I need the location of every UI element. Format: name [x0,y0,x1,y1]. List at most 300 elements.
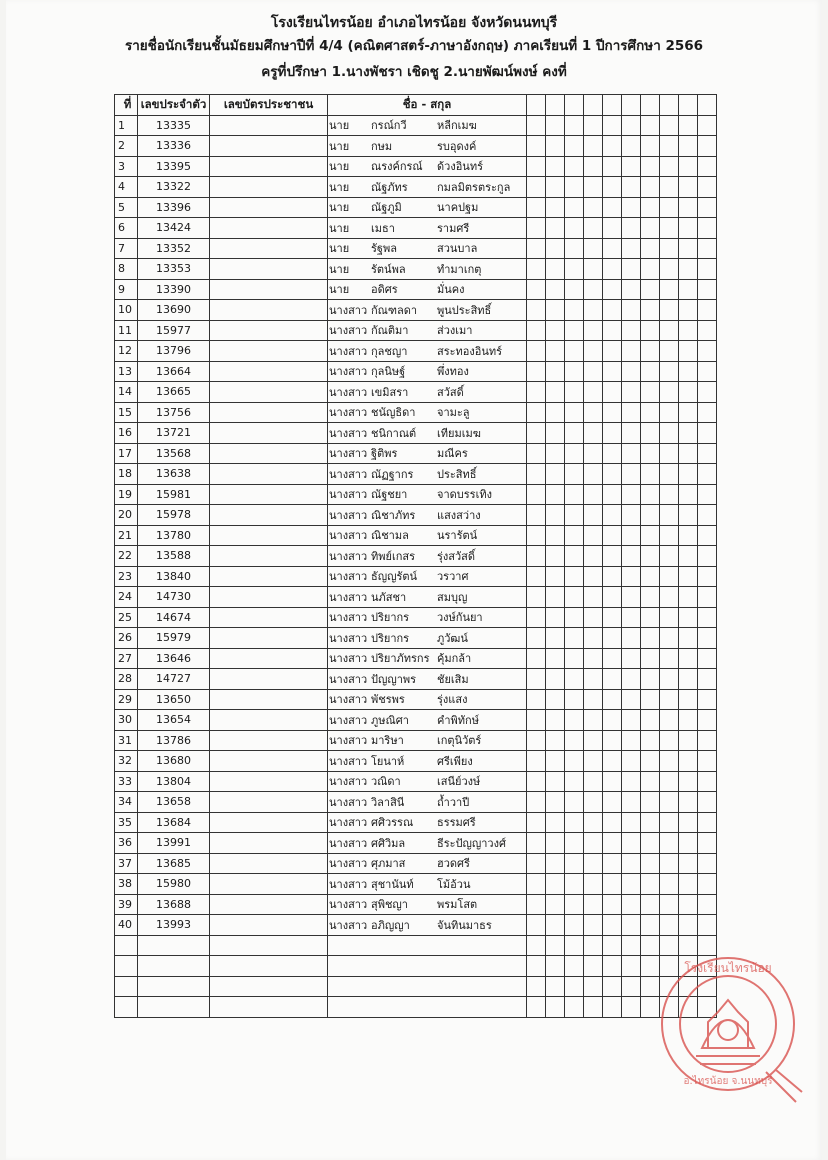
blank-cell [660,833,679,854]
cell-id-card [210,587,328,608]
blank-cell [679,423,698,444]
cell-name [328,177,527,198]
cell-student-id: 15981 [138,484,210,505]
blank-cell [679,771,698,792]
cell-id-card [210,628,328,649]
blank-cell [527,607,546,628]
blank-cell [603,915,622,936]
blank-cell [527,853,546,874]
table-row [115,382,717,403]
blank-cell [698,279,717,300]
blank-cell [565,607,584,628]
blank-cell [603,197,622,218]
blank-cell [546,361,565,382]
blank-cell [603,402,622,423]
cell-id-card [210,710,328,731]
last-name: ด้วงอินทร์ [437,160,483,174]
blank-cell [660,566,679,587]
blank-cell [584,710,603,731]
last-name: ชัยเสิม [437,672,469,686]
blank-cell [660,443,679,464]
blank-cell [603,382,622,403]
blank-cell [641,607,660,628]
blank-cell [565,218,584,239]
name-prefix: นางสาว [329,672,368,686]
table-row [115,177,717,198]
cell-student-id: 13756 [138,402,210,423]
name-group [328,239,526,259]
blank-cell [641,402,660,423]
table-row [115,259,717,280]
blank-cell [527,812,546,833]
blank-cell [546,751,565,772]
blank-row [115,956,717,977]
blank-cell [115,956,138,977]
blank-cell [603,669,622,690]
last-name: คำพิทักษ์ [437,713,479,727]
table-row [115,566,717,587]
blank-cell [546,689,565,710]
blank-cell [603,115,622,136]
blank-cell [565,566,584,587]
cell-student-id: 15980 [138,874,210,895]
blank-cell [210,997,328,1018]
blank-cell [603,751,622,772]
blank-cell [584,300,603,321]
name-group [328,669,526,689]
cell-name [328,259,527,280]
blank-cell [660,238,679,259]
cell-no: 40 [115,915,138,936]
table-row [115,771,717,792]
blank-cell [622,361,641,382]
blank-cell [546,259,565,280]
table-row [115,894,717,915]
blank-cell [622,546,641,567]
last-name: วรวาศ [437,570,469,584]
blank-cell [210,956,328,977]
blank-cell [546,320,565,341]
name-prefix: นาย [329,221,350,235]
blank-cell [660,464,679,485]
blank-cell [565,689,584,710]
blank-cell [584,935,603,956]
blank-cell [698,894,717,915]
blank-cell [698,751,717,772]
blank-cell [679,300,698,321]
blank-cell [622,956,641,977]
cell-name [328,587,527,608]
blank-cell [660,300,679,321]
cell-name [328,628,527,649]
cell-no: 22 [115,546,138,567]
blank-cell [527,730,546,751]
cell-name [328,382,527,403]
blank-cell [527,505,546,526]
blank-cell [527,689,546,710]
blank-cell [641,587,660,608]
table-row [115,464,717,485]
blank-cell [584,607,603,628]
name-group [328,813,526,833]
blank-cell [546,648,565,669]
name-prefix: นางสาว [329,734,368,748]
cell-no: 33 [115,771,138,792]
blank-cell [527,218,546,239]
blank-cell [546,341,565,362]
table-row [115,689,717,710]
blank-cell [565,300,584,321]
cell-id-card [210,669,328,690]
col-header-blank [565,95,584,116]
blank-cell [138,976,210,997]
blank-cell [622,115,641,136]
blank-cell [584,156,603,177]
last-name: มั่นคง [437,283,465,297]
cell-id-card [210,915,328,936]
blank-cell [584,218,603,239]
blank-cell [115,997,138,1018]
cell-name [328,833,527,854]
blank-cell [565,279,584,300]
name-group [328,198,526,218]
blank-cell [603,587,622,608]
first-name: วณิดา [371,775,401,789]
blank-cell [679,751,698,772]
cell-student-id: 14730 [138,587,210,608]
blank-cell [622,730,641,751]
blank-cell [660,484,679,505]
table-row [115,320,717,341]
last-name: จามะลู [437,406,470,420]
blank-cell [584,566,603,587]
cell-no: 9 [115,279,138,300]
cell-student-id: 13650 [138,689,210,710]
blank-cell [622,197,641,218]
blank-cell [660,710,679,731]
first-name: ศศิวรรณ [371,816,414,830]
blank-cell [698,853,717,874]
last-name: ส่วงเมา [437,324,473,338]
last-name: ธีระปัญญาวงศ์ [437,836,506,850]
blank-cell [565,443,584,464]
name-prefix: นางสาว [329,795,368,809]
name-prefix: นางสาว [329,426,368,440]
cell-no: 5 [115,197,138,218]
blank-cell [660,689,679,710]
blank-cell [660,669,679,690]
blank-cell [527,751,546,772]
blank-cell [603,156,622,177]
blank-cell [698,771,717,792]
blank-cell [660,587,679,608]
blank-cell [698,833,717,854]
cell-name [328,423,527,444]
cell-student-id: 13336 [138,136,210,157]
blank-cell [603,238,622,259]
blank-cell [679,156,698,177]
blank-cell [565,956,584,977]
last-name: พูนประสิทธิ์ [437,303,492,317]
name-prefix: นางสาว [329,713,368,727]
last-name: นรารัตน์ [437,529,478,543]
cell-student-id: 13646 [138,648,210,669]
blank-cell [565,464,584,485]
cell-no: 39 [115,894,138,915]
cell-id-card [210,341,328,362]
table-row [115,546,717,567]
blank-cell [660,853,679,874]
blank-cell [698,669,717,690]
blank-cell [546,915,565,936]
blank-cell [622,771,641,792]
last-name: จาดบรรเทิง [437,488,492,502]
blank-cell [698,156,717,177]
table-row [115,361,717,382]
blank-cell [565,710,584,731]
name-prefix: นางสาว [329,693,368,707]
blank-cell [660,648,679,669]
table-row [115,669,717,690]
blank-cell [527,382,546,403]
cell-student-id: 13780 [138,525,210,546]
blank-cell [641,771,660,792]
cell-id-card [210,751,328,772]
blank-cell [641,136,660,157]
table-header-row [115,95,717,116]
name-group [328,608,526,628]
blank-row [115,997,717,1018]
blank-cell [603,935,622,956]
name-group [328,403,526,423]
blank-cell [698,874,717,895]
cell-id-card [210,546,328,567]
blank-cell [527,956,546,977]
cell-name [328,751,527,772]
name-group [328,567,526,587]
first-name: ปริยาภัทรกร [371,652,430,666]
blank-cell [603,505,622,526]
col-header-blank [641,95,660,116]
last-name: ฮวดศรี [437,857,470,871]
blank-cell [546,525,565,546]
name-group [328,690,526,710]
blank-row [115,935,717,956]
blank-cell [603,689,622,710]
blank-cell [584,382,603,403]
blank-cell [565,402,584,423]
cell-no: 26 [115,628,138,649]
blank-cell [622,915,641,936]
col-header-blank [698,95,717,116]
cell-id-card [210,115,328,136]
blank-cell [527,402,546,423]
blank-cell [622,976,641,997]
blank-cell [584,320,603,341]
table-row [115,792,717,813]
cell-id-card [210,300,328,321]
cell-student-id: 15979 [138,628,210,649]
name-group [328,341,526,361]
cell-student-id: 13688 [138,894,210,915]
name-group [328,731,526,751]
cell-student-id: 13654 [138,710,210,731]
table-row [115,402,717,423]
cell-student-id: 15977 [138,320,210,341]
cell-student-id: 13993 [138,915,210,936]
cell-name [328,156,527,177]
cell-no: 13 [115,361,138,382]
name-group [328,792,526,812]
cell-name [328,443,527,464]
blank-cell [698,484,717,505]
blank-cell [622,710,641,731]
table-row [115,587,717,608]
blank-cell [565,648,584,669]
blank-cell [565,894,584,915]
blank-cell [546,566,565,587]
table-row [115,423,717,444]
blank-cell [679,136,698,157]
cell-student-id: 13322 [138,177,210,198]
cell-no: 4 [115,177,138,198]
blank-cell [546,587,565,608]
name-group [328,854,526,874]
cell-name [328,730,527,751]
blank-cell [603,279,622,300]
name-prefix: นางสาว [329,570,368,584]
blank-cell [622,238,641,259]
blank-cell [603,423,622,444]
cell-name [328,300,527,321]
blank-cell [584,115,603,136]
blank-cell [622,136,641,157]
blank-cell [584,279,603,300]
cell-student-id: 13721 [138,423,210,444]
table-row [115,751,717,772]
name-prefix: นางสาว [329,611,368,625]
cell-id-card [210,197,328,218]
blank-cell [115,935,138,956]
name-prefix: นางสาว [329,549,368,563]
name-prefix: นางสาว [329,385,368,399]
blank-cell [622,177,641,198]
cell-student-id: 13684 [138,812,210,833]
cell-no: 23 [115,566,138,587]
first-name: ณรงค์กรณ์ [371,160,423,174]
cell-id-card [210,771,328,792]
blank-cell [603,894,622,915]
blank-cell [603,464,622,485]
cell-name [328,874,527,895]
blank-cell [698,218,717,239]
first-name: กัณฑลดา [371,303,418,317]
blank-cell [603,792,622,813]
name-prefix: นางสาว [329,877,368,891]
blank-cell [641,915,660,936]
blank-cell [527,136,546,157]
name-prefix: นาย [329,119,350,133]
blank-cell [584,669,603,690]
blank-cell [546,218,565,239]
name-group [328,157,526,177]
blank-cell [527,279,546,300]
blank-cell [546,382,565,403]
blank-cell [698,423,717,444]
first-name: ชนิกาณต์ [371,426,417,440]
blank-cell [546,115,565,136]
blank-cell [698,238,717,259]
cell-id-card [210,443,328,464]
blank-cell [660,156,679,177]
blank-cell [546,833,565,854]
blank-cell [546,546,565,567]
blank-cell [546,423,565,444]
blank-cell [603,833,622,854]
blank-cell [641,812,660,833]
blank-cell [603,730,622,751]
name-group [328,895,526,915]
blank-cell [660,792,679,813]
first-name: กัณติมา [371,324,409,338]
cell-no: 6 [115,218,138,239]
blank-cell [698,546,717,567]
blank-cell [565,423,584,444]
cell-id-card [210,136,328,157]
first-name: ปริยากร [371,611,410,625]
cell-id-card [210,259,328,280]
blank-cell [679,648,698,669]
name-group [328,116,526,136]
blank-cell [641,238,660,259]
blank-cell [527,156,546,177]
blank-cell [584,915,603,936]
cell-id-card [210,320,328,341]
last-name: หลีกเมฆ [437,119,477,133]
blank-cell [622,812,641,833]
cell-no: 28 [115,669,138,690]
name-prefix: นางสาว [329,631,368,645]
blank-cell [698,689,717,710]
blank-cell [546,607,565,628]
name-group [328,485,526,505]
blank-cell [546,669,565,690]
blank-cell [603,484,622,505]
blank-cell [546,956,565,977]
cell-student-id: 13991 [138,833,210,854]
blank-cell [679,505,698,526]
first-name: ณัฐภูมิ [371,201,402,215]
blank-cell [565,997,584,1018]
blank-cell [679,484,698,505]
col-header-blank [546,95,565,116]
blank-cell [679,853,698,874]
blank-cell [328,935,527,956]
cell-id-card [210,874,328,895]
col-header-student-id: เลขประจำตัว [138,95,210,116]
name-group [328,136,526,156]
blank-cell [641,115,660,136]
blank-cell [641,648,660,669]
first-name: ศุภมาส [371,857,406,871]
table-row [115,136,717,157]
blank-cell [641,443,660,464]
cell-name [328,546,527,567]
table-row [115,853,717,874]
cell-no: 36 [115,833,138,854]
cell-id-card [210,833,328,854]
last-name: สวัสดิ์ [437,385,464,399]
